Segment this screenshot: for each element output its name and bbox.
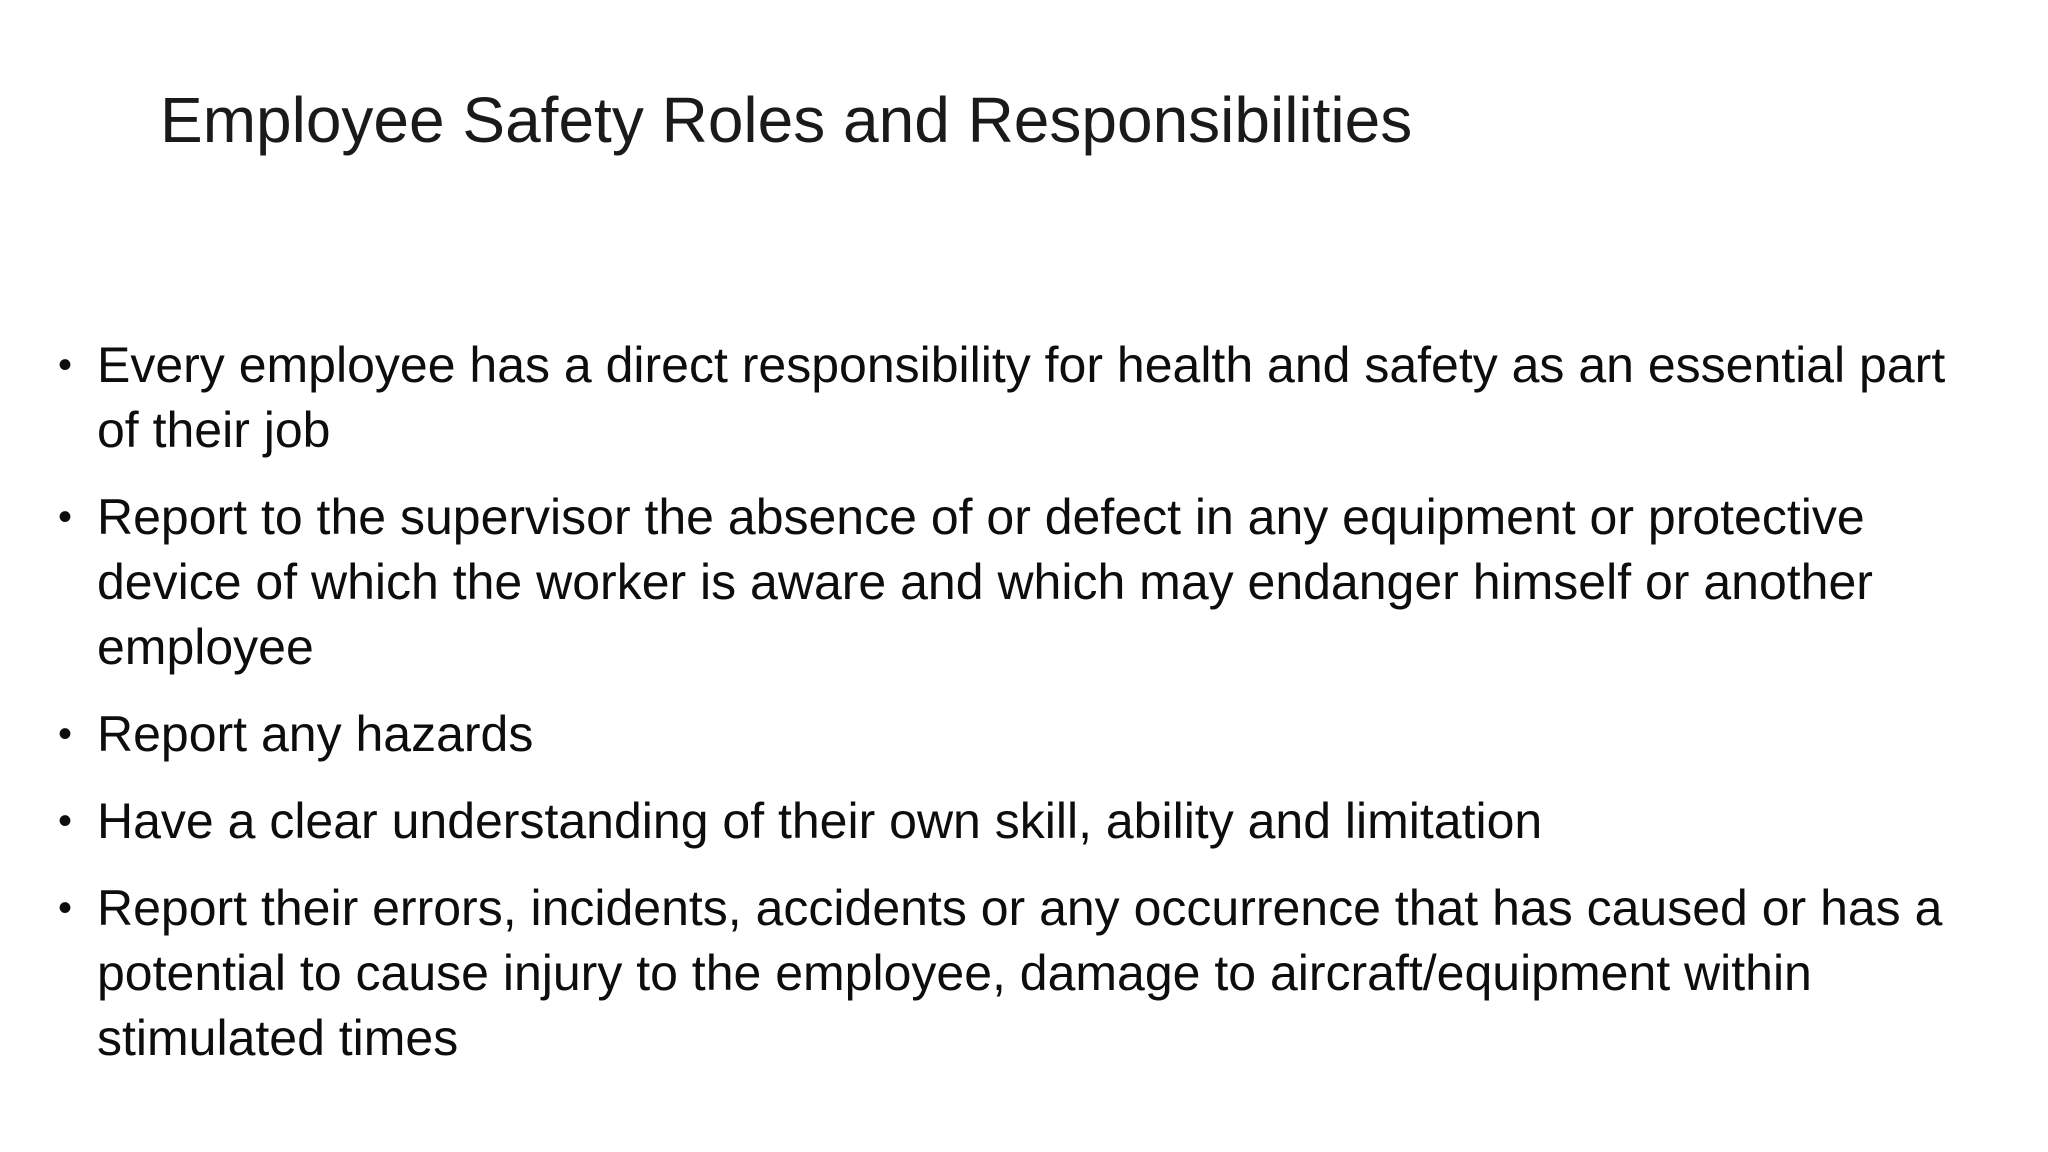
bullet-item (54, 876, 1954, 1071)
bullet-marker: • (58, 712, 73, 756)
bullet-item (54, 333, 1954, 463)
bullet-item (54, 789, 1954, 854)
bullet-text: Report their errors, incidents, accidents or any occurrence that has caused or has a potential to cause injury to the employee, damage to aircraft/equipment within stimulated times (97, 880, 1943, 1066)
bullet-marker: • (58, 799, 73, 843)
bullet-text: Every employee has a direct responsibility for health and safety as an essential part of their job (97, 337, 1946, 458)
bullet-item (54, 485, 1954, 680)
bullet-list (54, 333, 1954, 1093)
bullet-text: Report to the supervisor the absence of or defect in any equipment or protective device of which the worker is aware and which may endanger himself or another employee (97, 489, 1873, 675)
bullet-item (54, 702, 1954, 767)
slide-title: Employee Safety Roles and Responsibilities (160, 84, 1413, 156)
bullet-text: Have a clear understanding of their own skill, ability and limitation (97, 793, 1543, 849)
bullet-marker: • (58, 495, 73, 539)
bullet-text: Report any hazards (97, 706, 534, 762)
bullet-marker: • (58, 886, 73, 930)
bullet-marker: • (58, 343, 73, 387)
